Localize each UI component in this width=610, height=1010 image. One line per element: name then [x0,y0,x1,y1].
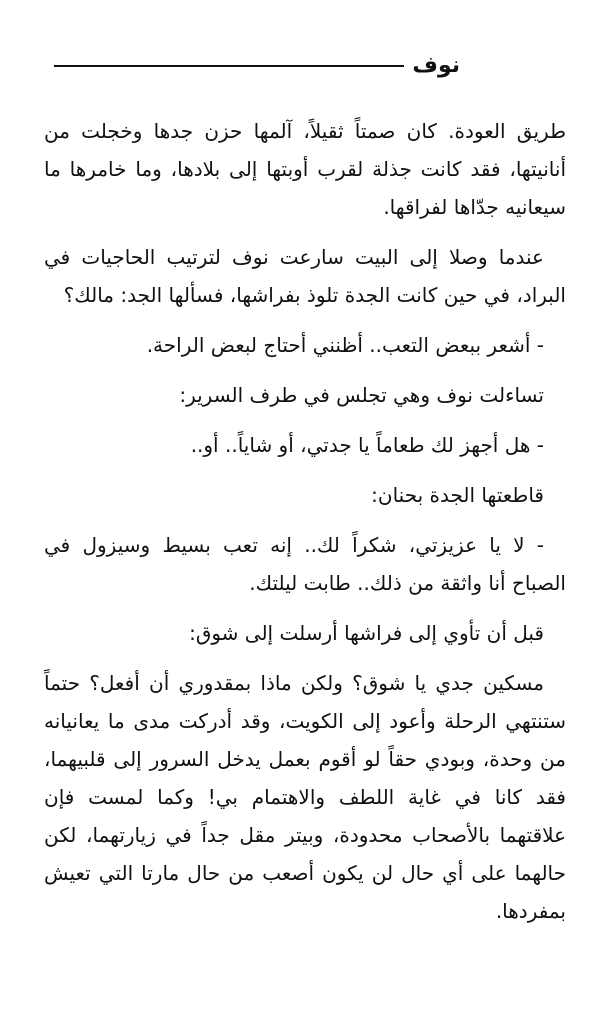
dialogue-line: - أشعر ببعض التعب.. أظنني أحتاج لبعض الراحة. [146,333,544,357]
chapter-title: نوف [412,53,460,78]
running-header [54,52,460,80]
dialogue-line: - هل أجهز لك طعاماً يا جدتي، أو شاياً.. أو.. [190,433,544,457]
paragraph: مسكين جدي يا شوق؟ ولكن ماذا بمقدوري أن أفعل؟ حتماً ستنتهي الرحلة وأعود إلى الكويت، وقد أدركت مدى ما يعانيانه من وحدة، وبودي حقاً لو أقوم بعمل يدخل السرور إلى قلبيهما، فقد كانا في غاية اللطف والاهتمام بي! وكما لمست فإن علاقتهما بالأصحاب محدودة، وبيتر مقل جداً في زيارتهما، لكن حالهما على أي حال لن يكون أصعب من حال مارتا التي تعيش بمفردها. [44,671,566,923]
paragraph: قاطعتها الجدة بحنان: [371,483,544,507]
paragraph: طريق العودة. كان صمتاً ثقيلاً، آلمها حزن جدها وخجلت من أنانيتها، فقد كانت جذلة لقرب أوبتها إلى بلادها، وما خامرها ما سيعانيه جدّاها لفراقها. [44,119,566,219]
body-text [44,112,566,942]
paragraph: قبل أن تأوي إلى فراشها أرسلت إلى شوق: [189,621,544,645]
paragraph: تساءلت نوف وهي تجلس في طرف السرير: [179,383,544,407]
header-rule [54,65,404,67]
paragraph: عندما وصلا إلى البيت سارعت نوف لترتيب الحاجيات في البراد، في حين كانت الجدة تلوذ بفراشها، فسألها الجد: مالك؟ [44,245,566,307]
dialogue-line: - لا يا عزيزتي، شكراً لك.. إنه تعب بسيط وسيزول في الصباح أنا واثقة من ذلك.. طابت ليلتك. [44,533,566,595]
